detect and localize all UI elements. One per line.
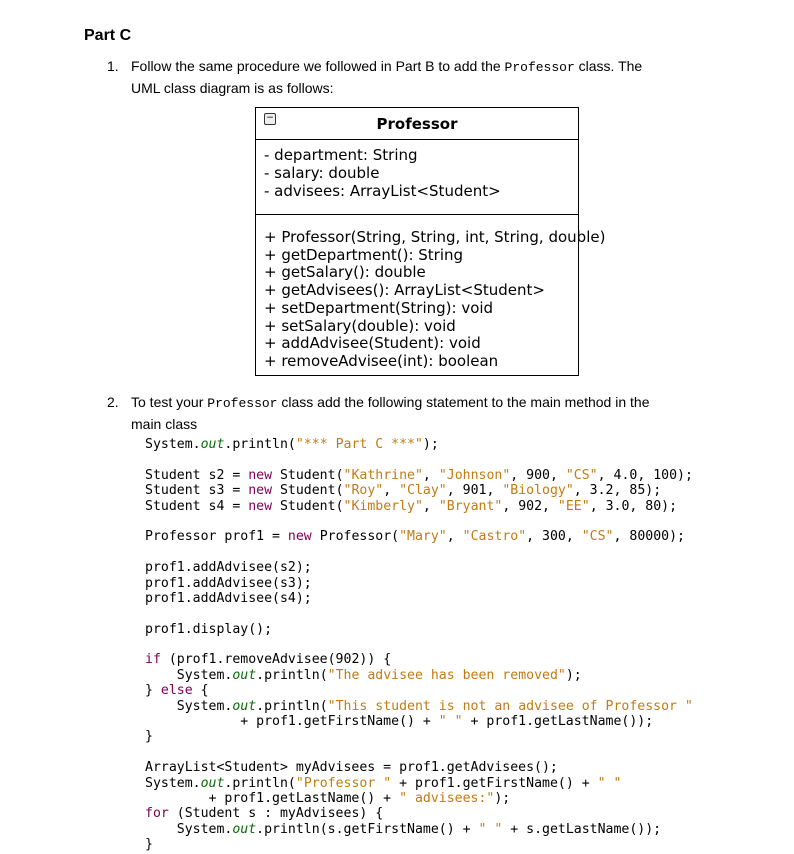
code-token: , — [446, 529, 463, 545]
code-token: System. — [145, 437, 201, 452]
code-token: "Kathrine" — [343, 467, 423, 483]
code-token: out — [232, 821, 257, 837]
code-token: .println( — [256, 667, 328, 683]
code-token: System. — [145, 775, 201, 791]
code-token: out — [232, 667, 257, 683]
code-line — [145, 668, 693, 683]
code-line — [145, 637, 693, 652]
code-token: "Kimberly" — [343, 498, 423, 514]
code-token: , 902, — [502, 498, 558, 514]
code-token: "CS" — [565, 467, 598, 483]
code-token: "Bryant" — [438, 498, 503, 514]
uml-method: + getDepartment(): String — [264, 245, 464, 264]
code-token: ArrayList<Student> myAdvisees = prof1.getAdvisees(); — [145, 760, 558, 776]
code-token: "Castro" — [462, 529, 527, 545]
code-token: " " — [438, 714, 463, 730]
code-token: Student( — [272, 467, 344, 483]
code-token: new — [248, 498, 273, 514]
code-token: , — [422, 467, 439, 483]
code-line — [145, 560, 693, 575]
code-line — [145, 591, 693, 606]
code-token: , 3.0, 80); — [589, 498, 678, 514]
uml-method: + setSalary(double): void — [264, 316, 456, 335]
code-token: Student( — [272, 483, 344, 499]
code-token: (Student s : myAdvisees) { — [168, 806, 384, 822]
uml-methods — [256, 215, 606, 371]
code-token: + prof1.getLastName() + — [145, 790, 400, 806]
code-token: for — [145, 806, 169, 822]
code-token: " advisees:" — [399, 790, 495, 806]
code-token: Professor prof1 = — [145, 529, 288, 545]
code-token: " " — [597, 775, 622, 791]
code-token: prof1.addAdvisee(s3); — [145, 575, 312, 591]
code-token: { — [192, 683, 209, 699]
step-1-text: Follow the same procedure we followed in Part B to add the Professor class. The UML class diagram is as follows: — [131, 58, 643, 96]
code-token: } — [145, 837, 153, 853]
code-line — [145, 776, 693, 791]
code-token: "Johnson" — [438, 467, 511, 483]
code-token: "CS" — [581, 529, 614, 545]
code-inline: Professor — [207, 396, 278, 411]
code-token: System. — [145, 698, 233, 714]
code-token: } — [145, 683, 161, 699]
code-token: Student s2 = — [145, 467, 249, 483]
code-token: "The advisee has been removed" — [327, 667, 566, 683]
code-line — [145, 837, 693, 852]
code-token: ); — [494, 790, 511, 806]
code-line — [145, 714, 693, 729]
step-2-number: 2. — [107, 394, 119, 410]
uml-attributes — [256, 140, 578, 215]
code-token: + prof1.getLastName()); — [462, 714, 654, 730]
uml-method: + setDepartment(String): void — [264, 298, 494, 317]
code-token: "Biology" — [502, 483, 574, 499]
uml-method: + removeAdvisee(int): boolean — [264, 351, 499, 370]
code-token: prof1.addAdvisee(s4); — [145, 590, 312, 606]
code-line — [145, 499, 693, 514]
uml-attribute: - advisees: ArrayList<Student> — [264, 182, 501, 200]
code-token: .println( — [224, 437, 296, 452]
code-token: "This student is not an advisee of Professor " — [327, 698, 693, 714]
uml-attribute: - salary: double — [264, 164, 380, 182]
code-token: (prof1.removeAdvisee(902)) { — [160, 652, 392, 668]
code-block — [145, 437, 693, 853]
code-line — [145, 791, 693, 806]
uml-method: + Professor(String, String, int, String, double) — [264, 228, 606, 246]
code-token: .println( — [256, 698, 328, 714]
code-token: System. — [145, 821, 233, 837]
code-token: new — [248, 467, 273, 483]
code-token: "Professor " — [295, 775, 392, 791]
code-token: , — [383, 483, 400, 499]
code-line — [145, 606, 693, 621]
uml-class-name: Professor — [256, 108, 578, 140]
code-line — [145, 483, 693, 498]
code-token: Professor( — [311, 529, 400, 545]
code-line — [145, 437, 693, 452]
code-token: ); — [422, 437, 439, 452]
code-token: "Roy" — [343, 483, 384, 499]
code-token: + s.getLastName()); — [502, 821, 662, 837]
code-token: " " — [478, 821, 503, 837]
code-token: prof1.addAdvisee(s2); — [145, 560, 312, 576]
code-line — [145, 745, 693, 760]
code-line — [145, 622, 693, 637]
code-line — [145, 683, 693, 698]
code-token: .println( — [224, 775, 296, 791]
code-line — [145, 652, 693, 667]
code-line — [145, 760, 693, 775]
code-token: "*** Part C ***" — [295, 437, 423, 452]
code-token: "Mary" — [399, 529, 447, 545]
code-line — [145, 699, 693, 714]
code-line — [145, 729, 693, 744]
code-line — [145, 806, 693, 821]
code-token: prof1.display(); — [145, 621, 273, 637]
code-token: new — [287, 529, 312, 545]
uml-class-diagram — [255, 107, 606, 376]
section-heading: Part C — [84, 27, 132, 44]
code-token: , 900, — [510, 467, 566, 483]
code-line — [145, 576, 693, 591]
code-line — [145, 529, 693, 544]
code-line — [145, 545, 693, 560]
code-token: System. — [145, 667, 233, 683]
code-line — [145, 452, 693, 467]
code-token: new — [248, 483, 273, 499]
code-token: , 4.0, 100); — [597, 467, 693, 483]
code-line — [145, 468, 693, 483]
step-2-text: To test your Professor class add the following statement to the main method in the main class — [131, 394, 650, 432]
code-inline: Professor — [504, 60, 575, 75]
code-token: .println(s.getFirstName() + — [256, 821, 479, 837]
code-token: out — [200, 437, 225, 452]
code-token: , 300, — [526, 529, 582, 545]
code-token: } — [145, 729, 153, 745]
collapse-icon: − — [264, 113, 276, 125]
code-token: , 80000); — [613, 529, 685, 545]
code-token: if — [145, 652, 161, 668]
uml-attribute: - department: String — [264, 146, 418, 164]
code-token: out — [200, 775, 225, 791]
code-token: else — [160, 683, 193, 699]
uml-method: + getAdvisees(): ArrayList<Student> — [264, 281, 545, 300]
code-token: + prof1.getFirstName() + — [391, 775, 598, 791]
step-1-number: 1. — [107, 58, 119, 74]
code-token: , 3.2, 85); — [573, 483, 662, 499]
code-token: ); — [565, 667, 582, 683]
code-token: , — [422, 498, 439, 514]
uml-method: + addAdvisee(Student): void — [264, 334, 481, 353]
code-line — [145, 514, 693, 529]
code-token: out — [232, 698, 257, 714]
uml-method: + getSalary(): double — [264, 263, 426, 282]
code-token: , 901, — [446, 483, 503, 499]
code-token: "EE" — [557, 498, 590, 514]
code-token: Student s3 = — [145, 483, 249, 499]
code-line — [145, 822, 693, 837]
code-token: Student s4 = — [145, 498, 249, 514]
code-token: Student( — [272, 498, 344, 514]
code-token: "Clay" — [399, 483, 447, 499]
code-token: + prof1.getFirstName() + — [145, 714, 439, 730]
